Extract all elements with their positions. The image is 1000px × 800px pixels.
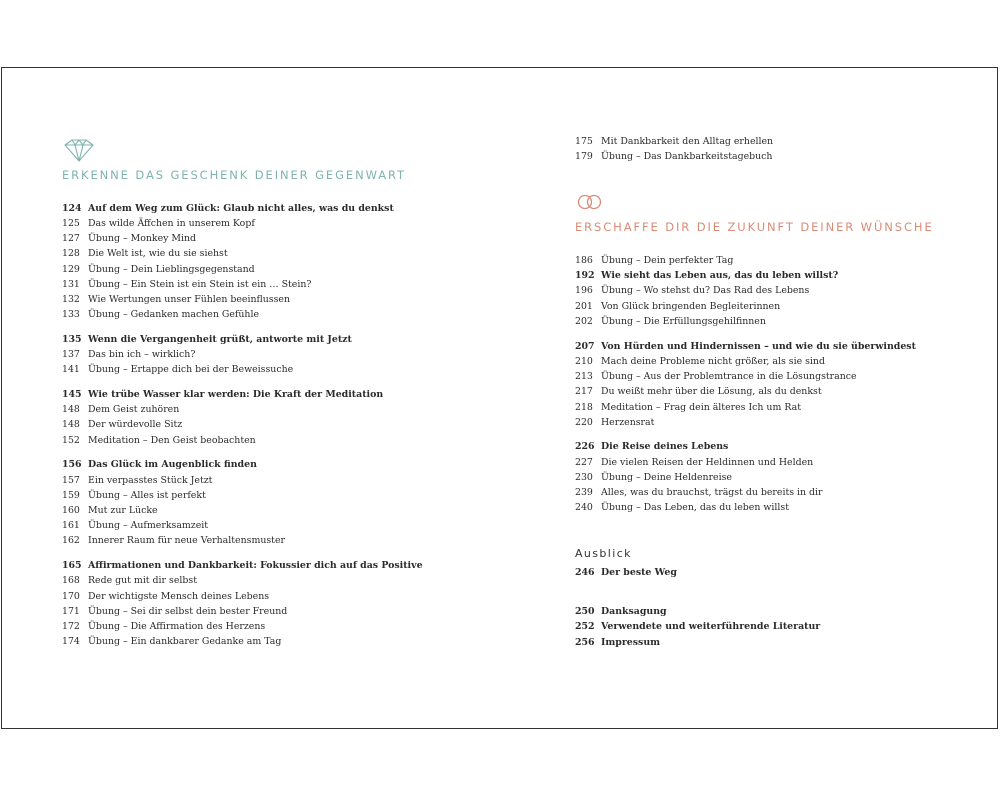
toc-entry-title: Impressum	[601, 637, 661, 648]
toc-page-number: 240	[575, 502, 593, 513]
toc-page-number: 175	[575, 136, 593, 147]
toc-entry-title: Übung – Ein dankbarer Gedanke am Tag	[88, 636, 282, 647]
toc-page-number: 170	[62, 591, 80, 602]
toc-entry-title: Innerer Raum für neue Verhaltensmuster	[88, 535, 285, 546]
toc-entry-title: Übung – Sei dir selbst dein bester Freund	[88, 606, 288, 617]
toc-entry[interactable]	[62, 457, 257, 472]
toc-entry-title: Übung – Ein Stein ist ein Stein ist ein … Stein?	[88, 279, 312, 290]
toc-page-number: 148	[62, 404, 80, 415]
toc-page-number: 168	[62, 575, 80, 586]
toc-page-number: 230	[575, 472, 593, 483]
toc-entry[interactable]	[62, 347, 195, 362]
toc-page-number: 213	[575, 371, 593, 382]
toc-entry-title: Meditation – Den Geist beobachten	[88, 435, 256, 446]
toc-entry[interactable]	[575, 439, 728, 454]
toc-page-number: 156	[62, 459, 82, 470]
toc-page-number: 160	[62, 505, 80, 516]
toc-entry-title: Von Hürden und Hindernissen – und wie du sie überwindest	[601, 341, 916, 352]
toc-page-number: 227	[575, 457, 593, 468]
toc-entry-title: Wenn die Vergangenheit grüßt, antworte mit Jetzt	[88, 334, 352, 345]
toc-entry-title: Die vielen Reisen der Heldinnen und Helden	[601, 457, 814, 468]
toc-entry[interactable]	[575, 565, 677, 580]
toc-page-number: 127	[62, 233, 80, 244]
toc-entry-title: Von Glück bringenden Begleiterinnen	[601, 301, 781, 312]
toc-entry[interactable]	[575, 635, 660, 650]
toc-entry-title: Mit Dankbarkeit den Alltag erhellen	[601, 136, 774, 147]
toc-entry-title: Die Welt ist, wie du sie siehst	[88, 248, 228, 259]
toc-page-number: 137	[62, 349, 80, 360]
toc-entry-title: Übung – Gedanken machen Gefühle	[88, 309, 260, 320]
toc-entry[interactable]	[62, 231, 196, 246]
toc-page-number: 157	[62, 475, 80, 486]
toc-page-number: 135	[62, 334, 82, 345]
toc-page-number: 148	[62, 419, 80, 430]
toc-page-number: 161	[62, 520, 80, 531]
toc-page-number: 207	[575, 341, 595, 352]
toc-entry[interactable]	[575, 485, 823, 500]
toc-entry-title: Der wichtigste Mensch deines Lebens	[88, 591, 270, 602]
toc-entry-title: Der würdevolle Sitz	[88, 419, 183, 430]
toc-entry-title: Meditation – Frag dein älteres Ich um Rat	[601, 402, 801, 413]
toc-entry[interactable]	[62, 558, 423, 573]
toc-entry-title: Dem Geist zuhören	[88, 404, 180, 415]
rings-icon	[575, 194, 605, 210]
book-spread	[1, 67, 998, 729]
toc-entry-title: Alles, was du brauchst, trägst du bereits in dir	[601, 487, 823, 498]
toc-entry-title: Übung – Ertappe dich bei der Beweissuche	[88, 364, 294, 375]
diamond-icon	[64, 138, 94, 162]
toc-entry-title: Übung – Das Dankbarkeitstagebuch	[601, 151, 773, 162]
toc-entry[interactable]	[575, 134, 773, 149]
toc-page-number: 186	[575, 255, 593, 266]
toc-entry[interactable]	[62, 246, 228, 261]
toc-entry[interactable]	[575, 500, 789, 515]
toc-entry[interactable]	[62, 216, 255, 231]
toc-entry-title: Das Glück im Augenblick finden	[88, 459, 257, 470]
toc-page-number: 218	[575, 402, 593, 413]
toc-page-number: 256	[575, 637, 595, 648]
toc-entry[interactable]	[62, 473, 212, 488]
toc-entry-title: Danksagung	[601, 606, 667, 617]
toc-entry[interactable]	[62, 262, 255, 277]
toc-entry-title: Auf dem Weg zum Glück: Glaub nicht alles, was du denkst	[88, 203, 394, 214]
toc-page-number: 171	[62, 606, 80, 617]
toc-page-number: 179	[575, 151, 593, 162]
toc-entry[interactable]	[62, 604, 287, 619]
toc-entry[interactable]	[62, 292, 290, 307]
toc-entry-title: Mach deine Probleme nicht größer, als sie sind	[601, 356, 825, 367]
toc-page-number: 196	[575, 285, 593, 296]
toc-page-number: 132	[62, 294, 80, 305]
toc-entry-title: Du weißt mehr über die Lösung, als du denkst	[601, 386, 822, 397]
toc-entry[interactable]	[62, 387, 383, 402]
toc-entry-title: Wie trübe Wasser klar werden: Die Kraft der Meditation	[88, 389, 384, 400]
toc-page-number: 129	[62, 264, 80, 275]
toc-entry[interactable]	[62, 332, 352, 347]
toc-entry[interactable]	[575, 415, 654, 430]
toc-entry[interactable]	[575, 283, 809, 298]
toc-entry-title: Der beste Weg	[601, 567, 677, 578]
toc-entry[interactable]	[575, 149, 772, 164]
toc-entry-title: Wie sieht das Leben aus, das du leben willst?	[601, 270, 839, 281]
toc-entry[interactable]	[62, 619, 265, 634]
toc-page-number: 141	[62, 364, 80, 375]
toc-entry[interactable]	[62, 201, 394, 216]
toc-entry-title: Übung – Monkey Mind	[88, 233, 197, 244]
toc-page-number: 246	[575, 567, 595, 578]
toc-page-number: 172	[62, 621, 80, 632]
toc-entry-title: Rede gut mit dir selbst	[88, 575, 197, 586]
toc-entry-title: Ein verpasstes Stück Jetzt	[88, 475, 213, 486]
toc-page-number: 165	[62, 560, 82, 571]
toc-entry[interactable]	[62, 488, 206, 503]
toc-page-number: 252	[575, 621, 595, 632]
toc-page-number: 192	[575, 270, 595, 281]
toc-entry[interactable]	[575, 253, 733, 268]
toc-entry-title: Herzensrat	[601, 417, 655, 428]
toc-entry[interactable]	[62, 433, 256, 448]
toc-entry[interactable]	[575, 339, 916, 354]
toc-page-number: 124	[62, 203, 82, 214]
toc-entry[interactable]	[62, 573, 197, 588]
toc-entry[interactable]	[575, 314, 766, 329]
toc-entry[interactable]	[575, 299, 780, 314]
toc-entry-title: Affirmationen und Dankbarkeit: Fokussier dich auf das Positive	[88, 560, 423, 571]
toc-entry-title: Übung – Die Affirmation des Herzens	[88, 621, 266, 632]
toc-entry-title: Mut zur Lücke	[88, 505, 158, 516]
toc-entry[interactable]	[62, 589, 269, 604]
toc-entry-title: Verwendete und weiterführende Literatur	[601, 621, 821, 632]
toc-entry[interactable]	[62, 362, 293, 377]
toc-entry-title: Das wilde Äffchen in unserem Kopf	[88, 218, 255, 229]
toc-page-number: 145	[62, 389, 82, 400]
toc-entry-title: Übung – Aufmerksamzeit	[88, 520, 209, 531]
toc-page-number: 217	[575, 386, 593, 397]
toc-entry[interactable]	[575, 384, 822, 399]
outlook-title: Ausblick	[575, 547, 632, 560]
toc-entry[interactable]	[62, 307, 259, 322]
toc-page-number: 250	[575, 606, 595, 617]
toc-page-number: 202	[575, 316, 593, 327]
toc-entry[interactable]	[575, 619, 820, 634]
toc-entry[interactable]	[575, 354, 825, 369]
toc-entry-title: Übung – Dein Lieblingsgegenstand	[88, 264, 255, 275]
toc-entry-title: Die Reise deines Lebens	[601, 441, 729, 452]
toc-entry[interactable]	[62, 634, 281, 649]
toc-entry-title: Übung – Dein perfekter Tag	[601, 255, 734, 266]
toc-entry[interactable]	[62, 503, 158, 518]
toc-entry[interactable]	[62, 518, 208, 533]
toc-page-number: 201	[575, 301, 593, 312]
toc-entry[interactable]	[62, 402, 179, 417]
toc-entry[interactable]	[575, 455, 813, 470]
section-title: ERKENNE DAS GESCHENK DEINER GEGENWART	[62, 168, 406, 182]
toc-entry[interactable]	[575, 604, 667, 619]
toc-page-number: 125	[62, 218, 80, 229]
toc-page-number: 174	[62, 636, 80, 647]
toc-page-number: 220	[575, 417, 593, 428]
toc-entry-title: Übung – Alles ist perfekt	[88, 490, 206, 501]
toc-entry-title: Übung – Wo stehst du? Das Rad des Lebens	[601, 285, 810, 296]
toc-entry[interactable]	[575, 470, 732, 485]
toc-page-number: 128	[62, 248, 80, 259]
section-title: ERSCHAFFE DIR DIE ZUKUNFT DEINER WÜNSCHE	[575, 220, 934, 234]
toc-entry[interactable]	[575, 268, 838, 283]
toc-entry[interactable]	[62, 417, 182, 432]
toc-page-number: 131	[62, 279, 80, 290]
toc-page-number: 152	[62, 435, 80, 446]
toc-page-number: 162	[62, 535, 80, 546]
toc-page-number: 226	[575, 441, 595, 452]
toc-entry[interactable]	[575, 369, 857, 384]
toc-entry-title: Übung – Deine Heldenreise	[601, 472, 732, 483]
toc-page-number: 239	[575, 487, 593, 498]
toc-entry-title: Übung – Die Erfüllungsgehilfinnen	[601, 316, 766, 327]
toc-page-number: 133	[62, 309, 80, 320]
toc-entry-title: Wie Wertungen unser Fühlen beeinflussen	[88, 294, 290, 305]
toc-entry[interactable]	[62, 277, 311, 292]
toc-entry-title: Übung – Aus der Problemtrance in die Lösungstrance	[601, 371, 857, 382]
toc-entry-title: Das bin ich – wirklich?	[88, 349, 196, 360]
toc-page-number: 159	[62, 490, 80, 501]
toc-page-number: 210	[575, 356, 593, 367]
toc-entry[interactable]	[575, 400, 801, 415]
toc-entry[interactable]	[62, 533, 285, 548]
toc-entry-title: Übung – Das Leben, das du leben willst	[601, 502, 789, 513]
